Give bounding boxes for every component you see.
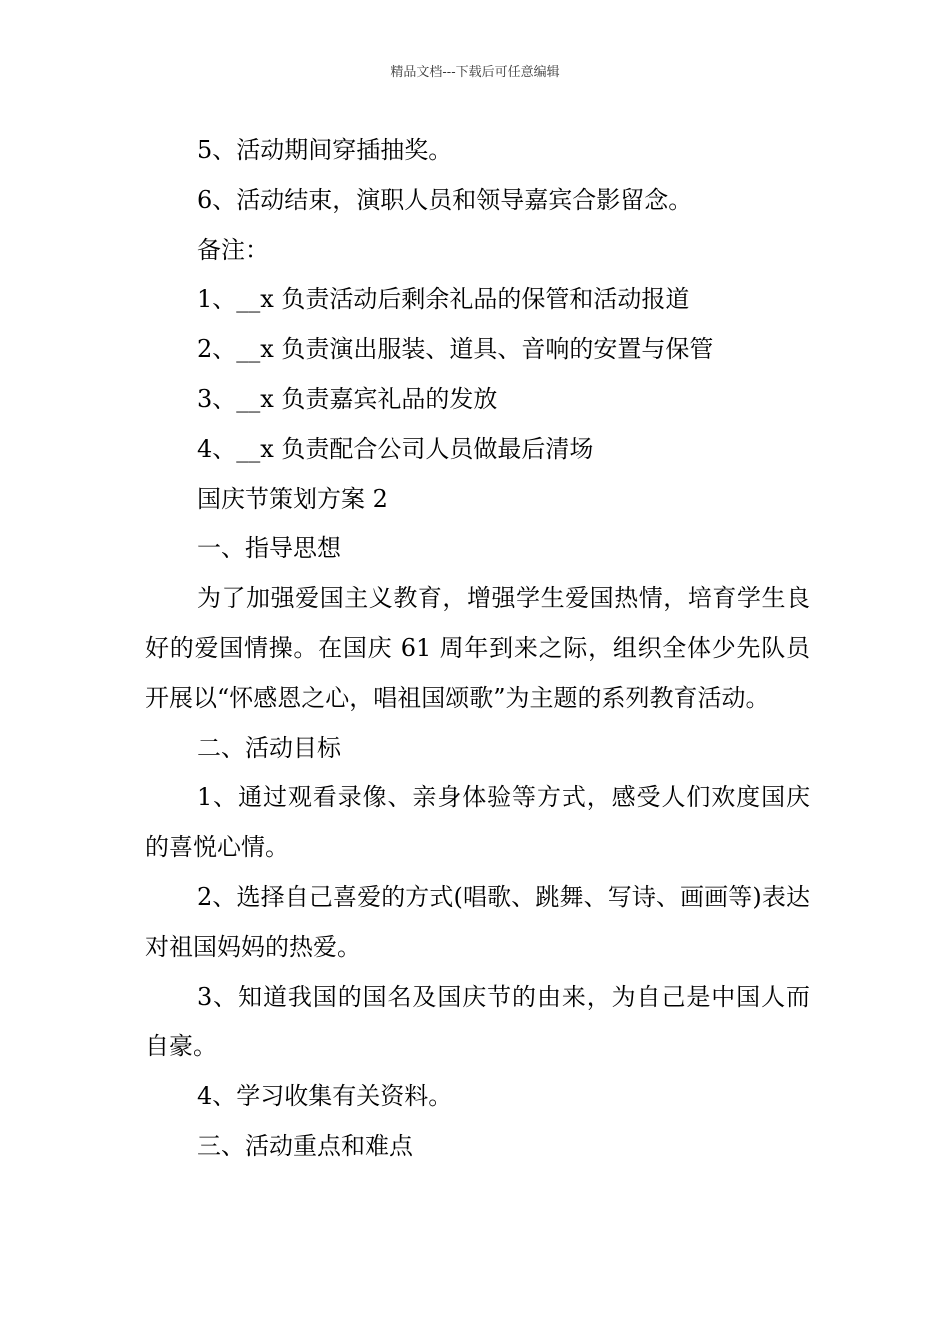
paragraph-note-4: 4、__x 负责配合公司人员做最后清场 (197, 434, 594, 463)
section-title-plan-2: 国庆节策划方案 2 (197, 484, 388, 513)
paragraph-item-6: 6、活动结束，演职人员和领导嘉宾合影留念。 (197, 185, 693, 214)
heading-activity-goals: 二、活动目标 (197, 733, 341, 762)
paragraph-item-5: 5、活动期间穿插抽奖。 (197, 136, 453, 164)
paragraph-goal-1: 1、通过观看录像、亲身体验等方式，感受人们欢度国庆的喜悦心情。 (145, 783, 810, 862)
paragraph-note-2: 2、__x 负责演出服装、道具、音响的安置与保管 (197, 335, 714, 364)
document-body (145, 126, 810, 1172)
paragraph-notes-heading: 备注： (197, 235, 269, 264)
paragraph-note-1: 1、__x 负责活动后剩余礼品的保管和活动报道 (197, 285, 690, 314)
heading-guiding-idea: 一、指导思想 (197, 534, 341, 563)
page-header: 精品文档---下载后可任意编辑 (390, 65, 560, 80)
paragraph-goal-2: 2、选择自己喜爱的方式(唱歌、跳舞、写诗、画画等)表达对祖国妈妈的热爱。 (145, 882, 810, 961)
paragraph-guiding-idea: 为了加强爱国主义教育，增强学生爱国热情，培育学生良好的爱国情操。在国庆 61 周年到来之际，组织全体少先队员开展以“怀感恩之心，唱祖国颂歌”为主题的系列教育活动。 (145, 584, 810, 712)
paragraph-goal-3: 3、知道我国的国名及国庆节的由来，为自己是中国人而自豪。 (145, 982, 810, 1061)
paragraph-note-3: 3、__x 负责嘉宾礼品的发放 (197, 384, 498, 413)
heading-key-points: 三、活动重点和难点 (197, 1131, 413, 1160)
paragraph-goal-4: 4、学习收集有关资料。 (197, 1082, 453, 1111)
